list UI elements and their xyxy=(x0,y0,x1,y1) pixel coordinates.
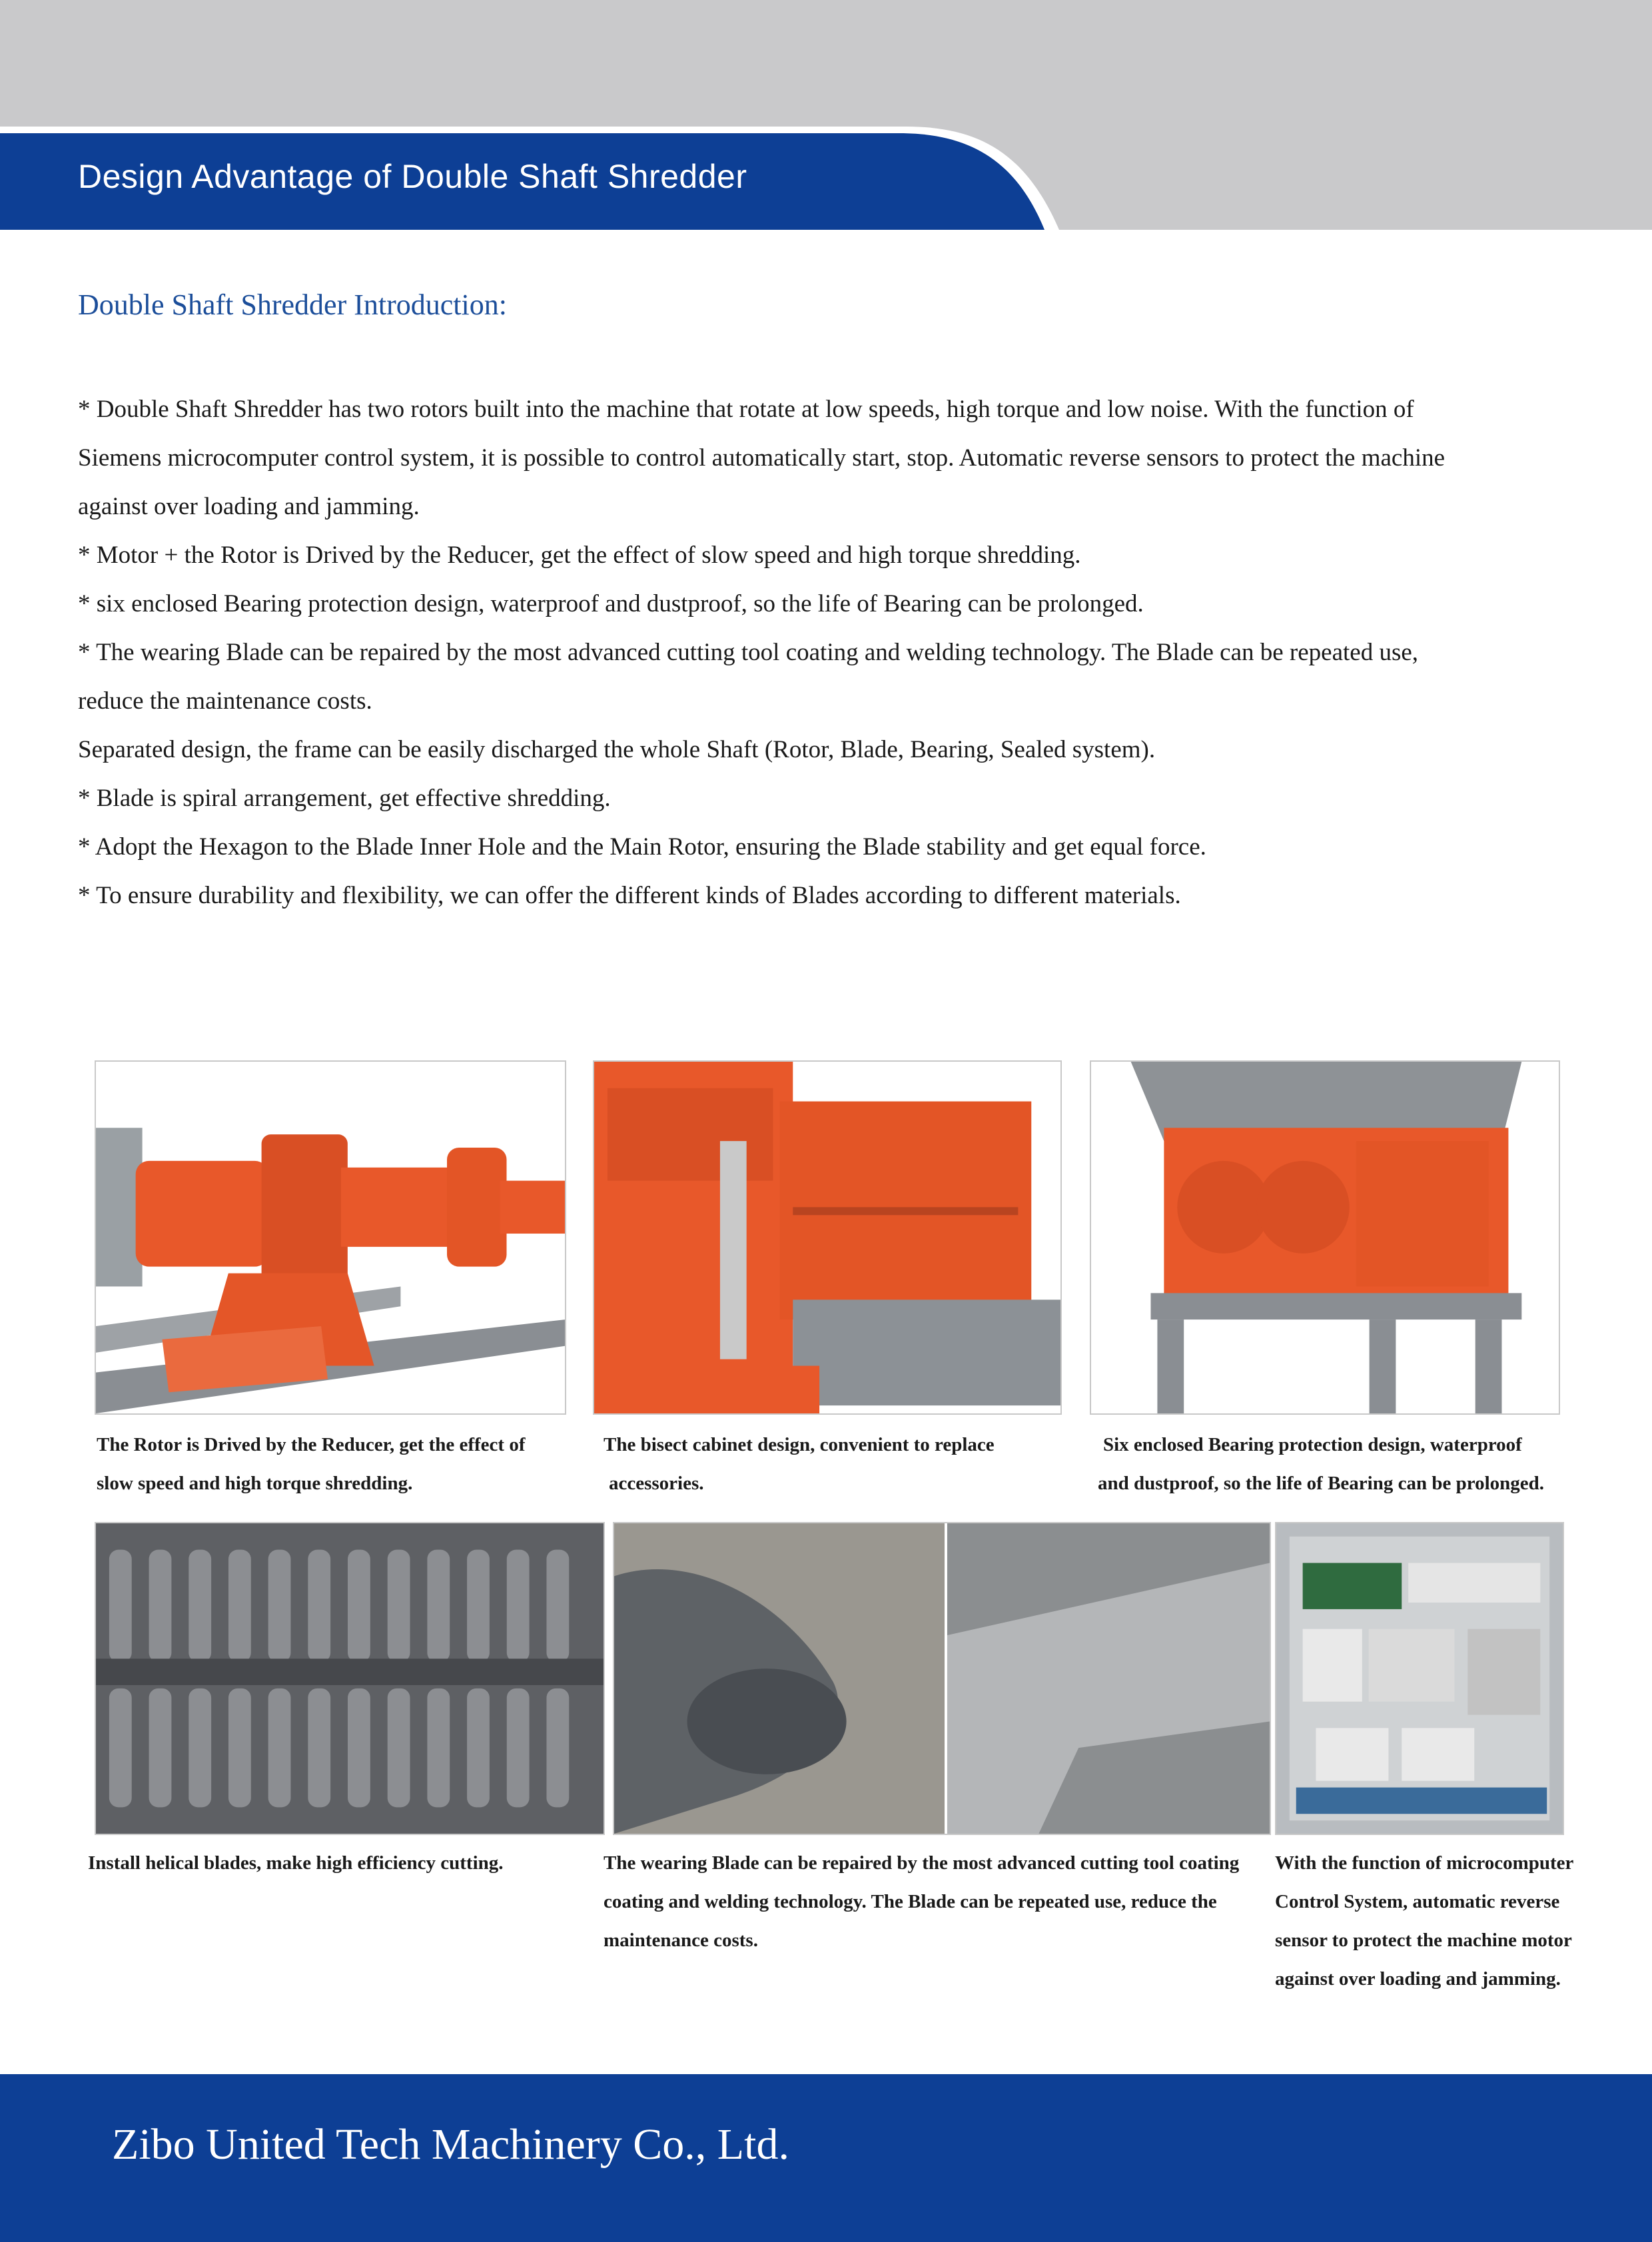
intro-line: Siemens microcomputer control system, it is possible to control automatically start, stop. Automatic reverse sensors to protect the machine xyxy=(78,444,1446,472)
caption-bearing: Six enclosed Bearing protection design, waterproof and dustproof, so the life of Bearing can be prolonged. xyxy=(1098,1434,1545,1494)
helical-blades-photo xyxy=(95,1522,605,1835)
caption-cabinet: The bisect cabinet design, convenient to replace accessories. xyxy=(604,1434,995,1494)
rotor-reducer-photo xyxy=(95,1060,566,1415)
caption-blades: Install helical blades, make high efficiency cutting. xyxy=(88,1852,504,1874)
page-title: Design Advantage of Double Shaft Shredder xyxy=(78,158,747,195)
bearing-enclosure-photo xyxy=(1090,1060,1560,1415)
company-name: Zibo United Tech Machinery Co., Ltd. xyxy=(112,2120,789,2169)
intro-line: * Motor + the Rotor is Drived by the Reducer, get the effect of slow speed and high torque shredding. xyxy=(78,542,1081,569)
intro-body xyxy=(78,385,1590,920)
control-cabinet-photo xyxy=(1275,1522,1564,1835)
intro-line: * six enclosed Bearing protection design, waterproof and dustproof, so the life of Bearing can be prolonged. xyxy=(78,590,1144,617)
intro-line: against over loading and jamming. xyxy=(78,493,420,520)
bisect-cabinet-photo xyxy=(593,1060,1062,1415)
intro-line: * Adopt the Hexagon to the Blade Inner Hole and the Main Rotor, ensuring the Blade stability and get equal force. xyxy=(78,833,1206,861)
intro-line: * Double Shaft Shredder has two rotors built into the machine that rotate at low speeds, high torque and low noise. With the function of xyxy=(78,396,1414,423)
intro-heading: Double Shaft Shredder Introduction: xyxy=(78,288,507,321)
caption-rotor: The Rotor is Drived by the Reducer, get the effect of slow speed and high torque shredding. xyxy=(97,1434,526,1494)
caption-control: With the function of microcomputer Control System, automatic reverse sensor to protect the machine motor against over loading and jamming. xyxy=(1275,1852,1574,1990)
intro-line: * To ensure durability and flexibility, we can offer the different kinds of Blades according to different materials. xyxy=(78,882,1181,909)
blade-repair-photo xyxy=(613,1522,1271,1835)
intro-line: * The wearing Blade can be repaired by the most advanced cutting tool coating and welding technology. The Blade can be repeated use, xyxy=(78,639,1419,666)
intro-line: Separated design, the frame can be easily discharged the whole Shaft (Rotor, Blade, Bearing, Sealed system). xyxy=(78,736,1156,763)
intro-line: reduce the maintenance costs. xyxy=(78,687,372,715)
caption-repair: The wearing Blade can be repaired by the most advanced cutting tool coating coating and welding technology. The Blade can be repeated use, reduce the maintenance costs. xyxy=(604,1852,1240,1951)
intro-line: * Blade is spiral arrangement, get effective shredding. xyxy=(78,785,611,812)
